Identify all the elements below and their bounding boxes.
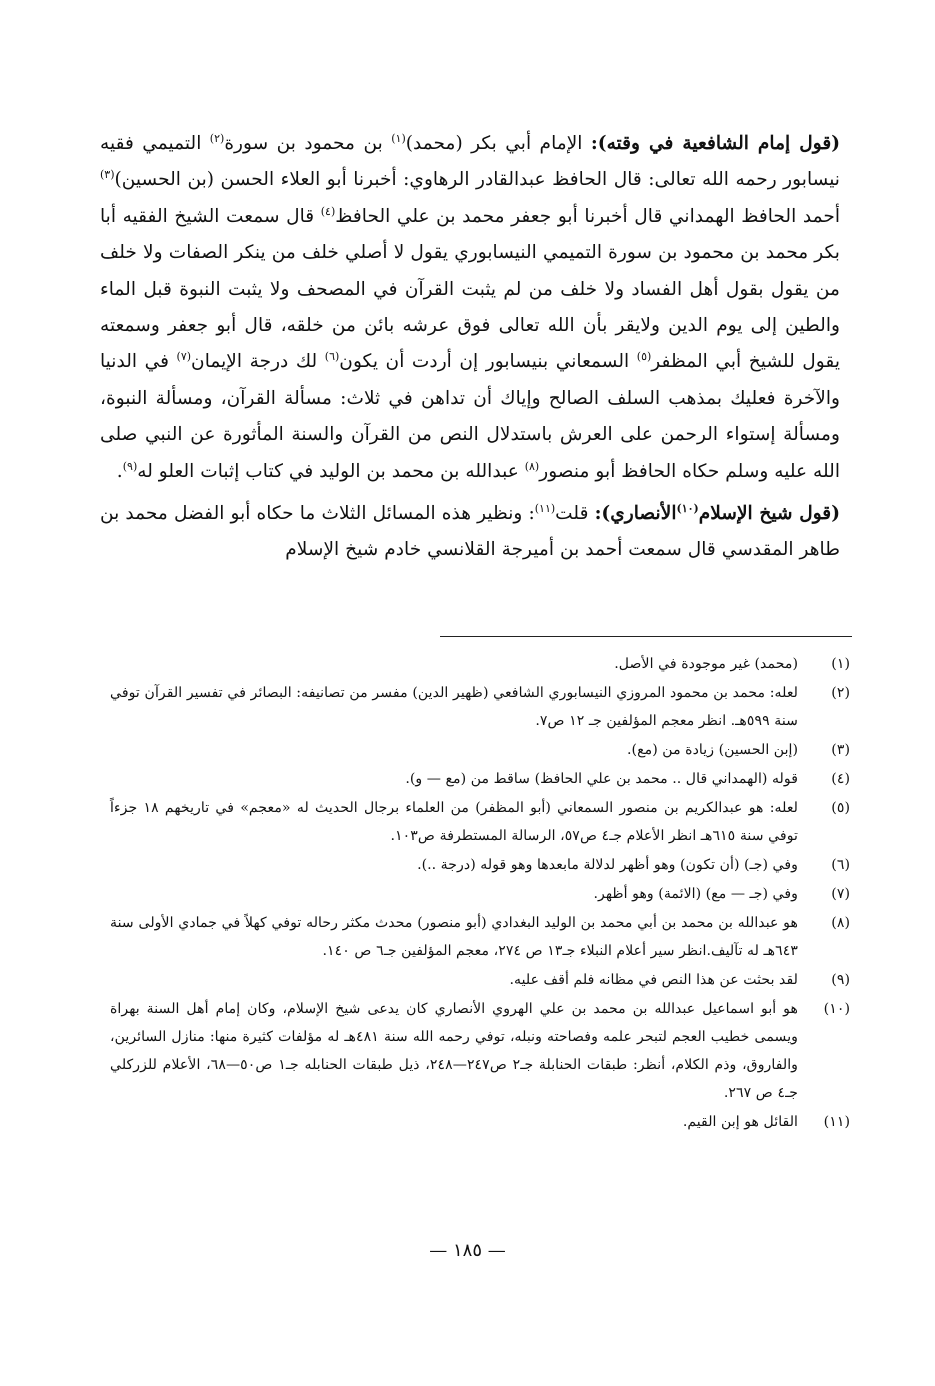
footnote-marker: (١٠) xyxy=(676,501,699,515)
footnote-number: (١١) xyxy=(823,1114,850,1130)
footnote-item xyxy=(110,650,850,678)
footnote-marker: (١) xyxy=(391,131,406,145)
footnote-text: هو عبدالله بن محمد بن أبي محمد بن الوليد البغدادي (أبو منصور) محدث مكثر رحاله توفي كهلاً في جمادي الأولى سنة ٦٤٣هـ له تآليف.انظر سير أعلام النبلاء جـ١٣ ص ٢٧٤، معجم المؤلفين جـ٦ ص ١٤٠. xyxy=(110,915,798,959)
footnote-item xyxy=(110,794,850,850)
footnote-text: (محمد) غير موجودة في الأصل. xyxy=(614,656,798,672)
footnote-item xyxy=(110,736,850,764)
text-run: قلت xyxy=(555,503,595,525)
footnotes xyxy=(110,650,850,1137)
footnote-number: (١) xyxy=(831,656,850,672)
footnote-item xyxy=(110,765,850,793)
text-run: . xyxy=(116,460,123,482)
footnote-text: وفي (جـ) (أن تكون) وهو أظهر لدلالة مابعدها وهو قوله (درجة ..). xyxy=(417,857,798,873)
footnote-number: (٤) xyxy=(831,771,850,787)
footnote-item xyxy=(110,995,850,1107)
footnote-item xyxy=(110,679,850,735)
text-run: بن محمود بن سورة xyxy=(224,133,392,154)
footnote-marker: (١١) xyxy=(534,501,556,515)
footnote-number: (٢) xyxy=(831,685,850,701)
footnote-marker: (٧) xyxy=(176,350,192,364)
text-run: في الدنيا والآخرة فعليك بمذهب السلف الصالح وإياك أن تداهن في ثلاث: مسألة القرآن، ومسألة النبوة، ومسألة إستواء الرحمن على العرش باستدلال النص من القرآن والسنة المأثورة عن النبي صلى الله عليه وسلم حكاه الحافظ أبو منصور xyxy=(100,351,840,482)
footnote-number: (٨) xyxy=(831,915,850,931)
paragraph-2 xyxy=(100,496,840,569)
text-run: الإمام أبي بكر (محمد) xyxy=(405,133,591,154)
footnote-text: لعله: هو عبدالكريم بن منصور السمعاني (أبو المظفر) من العلماء برجال الحديث له «معجم» في تاريخهم ١٨ جزءاً توفي سنة ٦١٥هـ انظر الأعلام جـ٤ ص٥٧، الرسالة المستطرفة ص١٠٣. xyxy=(110,800,798,844)
footnote-number: (٦) xyxy=(831,857,850,873)
footnote-marker: (٦) xyxy=(324,350,340,364)
footnote-marker: (٥) xyxy=(636,350,652,364)
footnote-number: (٣) xyxy=(831,742,850,758)
footnote-item xyxy=(110,966,850,994)
footnote-marker: (٨) xyxy=(524,459,540,473)
main-text xyxy=(100,126,840,569)
footnote-marker: (٢) xyxy=(209,131,225,145)
text-run: لك درجة الإيمان xyxy=(191,351,325,373)
footnote-item xyxy=(110,851,850,879)
text-run: : ونظير هذه المسائل الثلاث ما حكاه أبو الفضل محمد بن طاهر المقدسي قال سمعت أحمد بن أميرجة القلانسي خادم شيخ الإسلام xyxy=(100,503,840,561)
text-run: التميمي فقيه نيسابور رحمه الله تعالى: قال الحافظ عبدالقادر الرهاوي: أخبرنا أبو العلاء الحسن (بن الحسين) xyxy=(100,133,840,191)
footnote-number: (١٠) xyxy=(823,1001,850,1017)
paragraph-1-body xyxy=(100,133,840,482)
footnote-marker: (٣) xyxy=(100,168,115,182)
footnote-text: وفي (جـ — مع) (الائمة) وهو أظهر. xyxy=(593,886,798,902)
footnote-number: (٩) xyxy=(831,972,850,988)
paragraph-1 xyxy=(100,126,840,490)
text-run: السمعاني بنيسابور إن أردت أن يكون xyxy=(339,351,637,373)
footnote-text: هو أبو اسماعيل عبدالله بن محمد بن علي الهروي الأنصاري كان يدعى شيخ الإسلام، وكان إمام أهل السنة بهراة ويسمى خطيب العجم لتبحر علمه وفصاحته ونبله، توفي رحمه الله سنة ٤٨١هـ له مؤلفات كثيرة منها: منازل السائرين، والفاروق، وذم الكلام، أنظر: طبقات الحنابلة جـ٢ ص٢٤٧—٢٤٨، ذيل طبقات الحنابله جـ١ ص٥٠—٦٨، الأعلام للزركلي جـ٤ ص ٢٦٧. xyxy=(110,1001,799,1101)
paragraph-1-heading: (قول إمام الشافعية في وقته): xyxy=(590,133,841,154)
footnote-text: لقد بحثت عن هذا النص في مظانه فلم أقف عليه. xyxy=(509,972,798,988)
footnote-text: القائل هو إبن القيم. xyxy=(682,1114,798,1130)
footnote-marker: (٩) xyxy=(122,459,138,473)
text-run: الأنصاري): xyxy=(594,503,677,525)
footnote-number: (٧) xyxy=(831,886,850,902)
footnote-item xyxy=(110,880,850,908)
footnote-divider xyxy=(440,636,852,637)
footnote-marker: (٤) xyxy=(320,204,336,218)
text-run: أحمد الحافظ الهمداني قال أخبرنا أبو جعفر محمد بن علي الحافظ xyxy=(335,205,840,227)
page-number: — ١٨٥ — xyxy=(429,1240,506,1261)
footnote-item xyxy=(110,1108,850,1136)
footnote-text: (إبن الحسين) زيادة من (مع). xyxy=(627,742,798,758)
footnote-item xyxy=(110,909,850,965)
text-run: عبدالله بن محمد بن الوليد في كتاب إثبات العلو له xyxy=(137,460,525,482)
footnote-text: قوله (الهمداني قال .. محمد بن علي الحافظ) ساقط من (مع — و). xyxy=(405,771,798,787)
text-run: قال سمعت الشيخ الفقيه أبا بكر محمد بن محمود بن سورة التميمي النيسابوري يقول لا أصلي خلف من ينكر الصفات ولا خلف من يقول بقول أهل الفساد ولا خلف من لم يثبت القرآن في المصحف ولا يثبت النبوة قبل الماء والطين إلى يوم الدين ولايقر بأن الله تعالى فوق عرشه بائن من خلقه، قال أبو جعفر وسمعته يقول للشيخ أبي المظفر xyxy=(100,205,840,373)
paragraph-2-heading: (قول شيخ الإسلام xyxy=(698,503,840,525)
footnote-number: (٥) xyxy=(831,800,850,816)
footnote-text: لعله: محمد بن محمود المروزي النيسابوري الشافعي (ظهير الدين) مفسر من تصانيفه: البصائر في تفسير القرآن توفي سنة ٥٩٩هـ. انظر معجم المؤلفين جـ ١٢ ص٧. xyxy=(110,685,798,729)
